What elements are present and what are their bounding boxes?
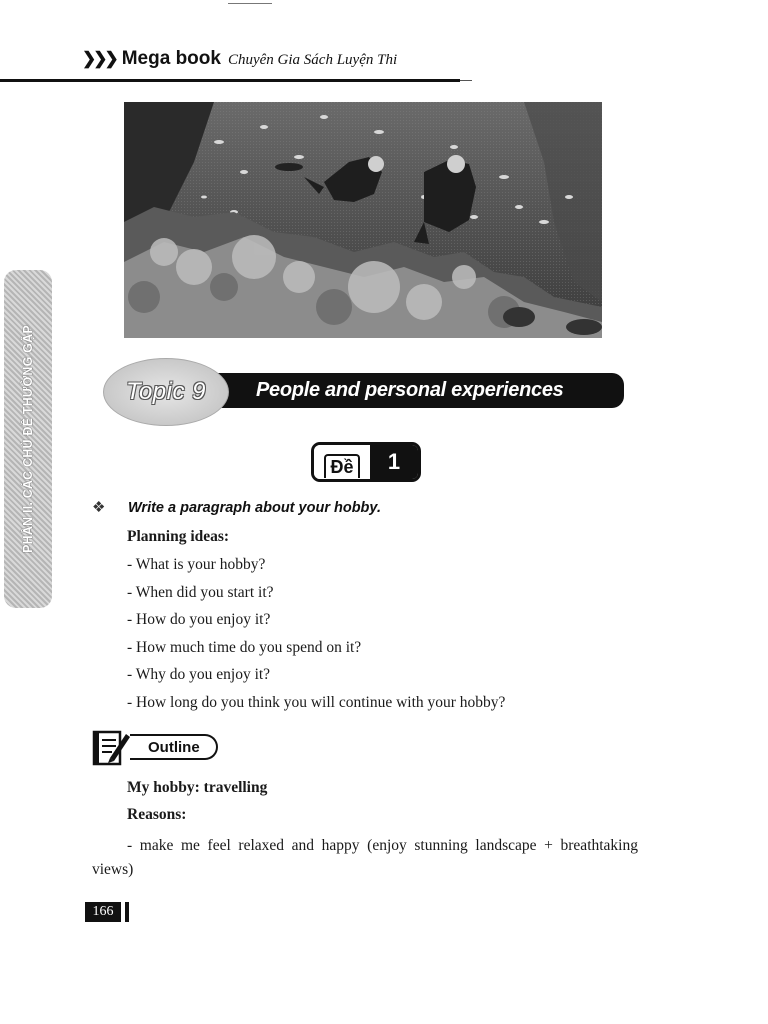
planning-item: - What is your hobby? — [127, 556, 266, 573]
scuba-divers-photo — [124, 102, 602, 338]
four-diamond-bullet-icon: ❖ — [92, 500, 106, 516]
top-scan-line — [228, 3, 272, 4]
topic-title-bar — [190, 373, 624, 408]
exercise-badge — [311, 442, 421, 482]
topic-title: People and personal experiences — [256, 379, 564, 401]
page-number-bar — [125, 902, 129, 922]
planning-item: - When did you start it? — [127, 584, 274, 601]
task-text: Write a paragraph about your hobby. — [128, 499, 381, 516]
exercise-number: 1 — [370, 445, 418, 479]
task-prompt — [92, 498, 381, 517]
hobby-line: My hobby: travelling — [127, 779, 268, 796]
planning-item: - How much time do you spend on it? — [127, 639, 362, 656]
scuba-divers-illustration — [124, 102, 602, 338]
reason-paragraph: - make me feel relaxed and happy (enjoy stunning landscape + breathtaking views) — [92, 837, 638, 878]
planning-item: - Why do you enjoy it? — [127, 666, 271, 683]
planning-item: - How long do you think you will continue with your hobby? — [127, 694, 506, 711]
brand-chevron-icon: ❯❯❯ — [82, 49, 116, 68]
planning-item: - How do you enjoy it? — [127, 611, 271, 628]
brand-tagline: Chuyên Gia Sách Luyện Thi — [227, 52, 398, 68]
outline-label: Outline — [130, 734, 218, 760]
header-rule-tail — [460, 80, 472, 81]
reasons-heading: Reasons: — [127, 806, 187, 823]
page-number: 166 — [85, 902, 121, 922]
brand-name: Mega book — [121, 48, 221, 69]
planning-heading: Planning ideas: — [127, 528, 230, 545]
section-side-tab-label: PHẦN II. CÁC CHỦ ĐỀ THƯỜNG GẶP — [21, 325, 35, 553]
outline-heading — [90, 726, 230, 768]
notebook-pencil-icon — [92, 728, 132, 766]
header-rule — [0, 79, 460, 82]
topic-number: Topic 9 — [126, 378, 206, 405]
exercise-label: Đề — [324, 454, 359, 478]
page-header — [82, 48, 397, 72]
